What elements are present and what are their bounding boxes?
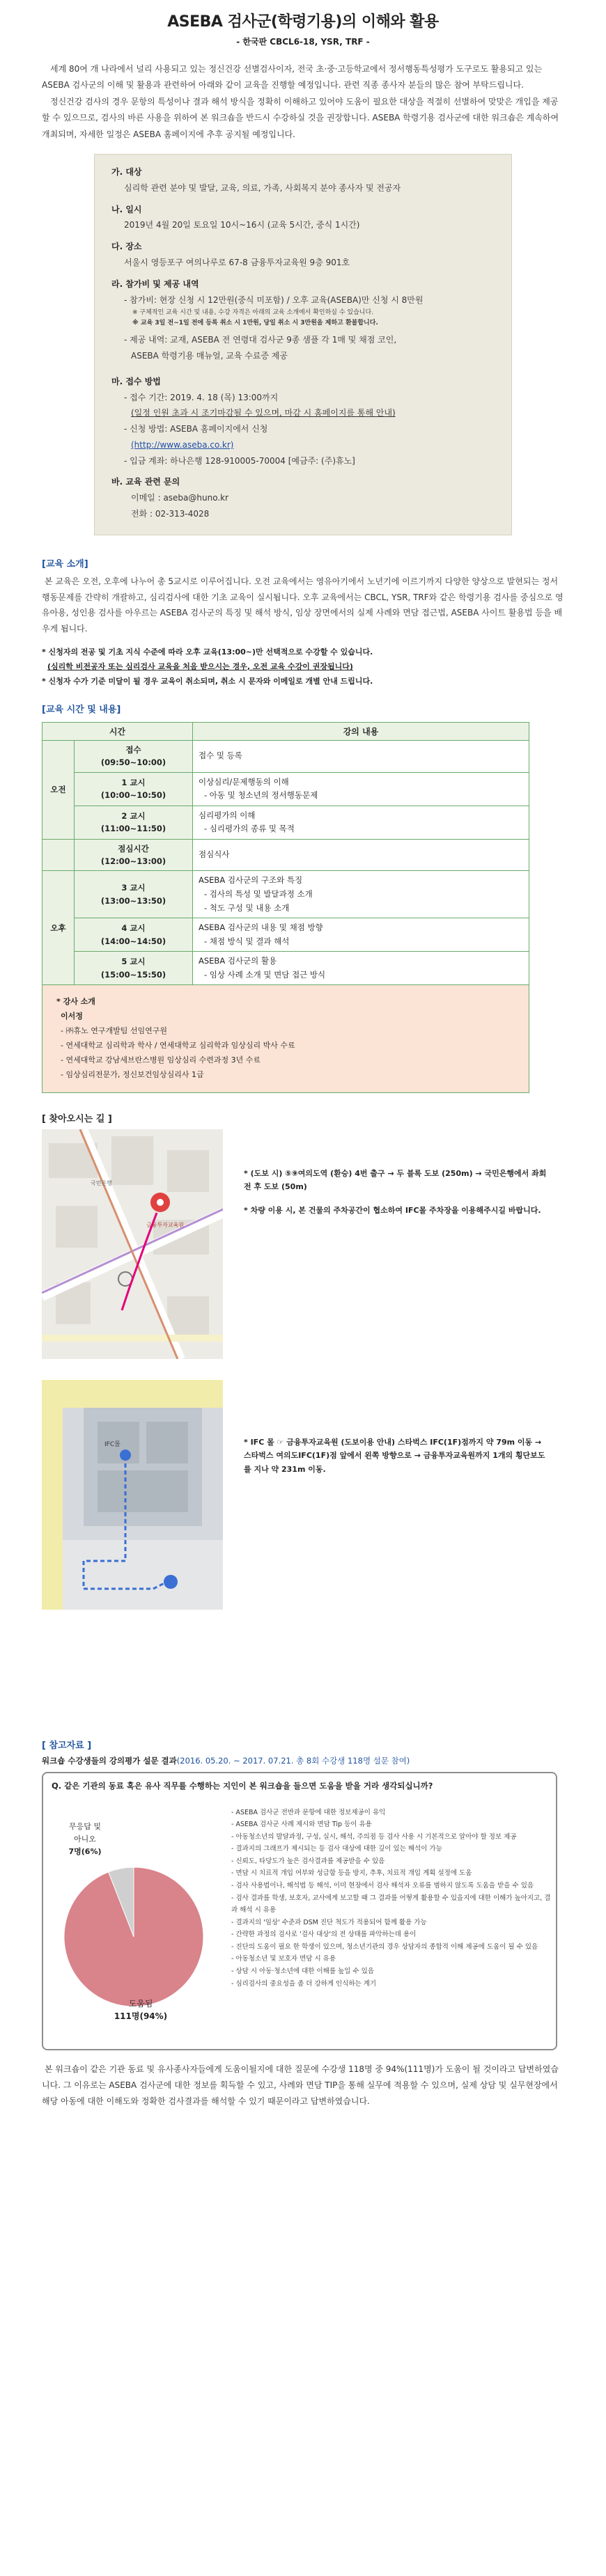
map-ifc-label: IFC몰 [104, 1440, 121, 1448]
schedule-heading: [교육 시간 및 내용] [42, 704, 121, 715]
reason-item: - 결과지의 그래프가 제시되는 등 검사 대상에 대한 깊이 있는 해석이 가능 [231, 1845, 442, 1853]
target-text: 심리학 관련 분야 및 발달, 교육, 의료, 가족, 사회복지 분야 종사자 및 전공자 [124, 182, 401, 193]
reason-item: - 신뢰도, 타당도가 높은 검사결과를 제공받을 수 있음 [231, 1857, 385, 1865]
info-box [94, 154, 512, 535]
lecturer-box [42, 985, 529, 1092]
reasons-list [231, 1807, 552, 1990]
page-title: ASEBA 검사군(학령기용)의 이해와 활용 [167, 13, 439, 31]
edu-note: * 신청자의 전공 및 기초 지식 수준에 따라 오후 교육(13:00~)만 선택적으로 수강할 수 있습니다. [42, 647, 373, 657]
apply-method: - 신청 방법: ASEBA 홈페이지에서 신청 [124, 424, 268, 434]
place-title: 다. 장소 [111, 242, 142, 252]
content-cell: ASEBA 검사군의 활용 - 임상 사례 소개 및 면담 접근 방식 [193, 952, 529, 985]
apply-account: - 입금 계좌: 하나은행 128-910005-70004 [예금주: (주)휴노] [124, 455, 355, 466]
pie-label-yes: 도움됨 [128, 1998, 153, 2009]
reason-item: - 아동청소년 및 보호자 면담 시 유용 [231, 1955, 336, 1963]
lunch-blank [42, 839, 75, 871]
date-text: 2019년 4월 20일 토요일 10시~16시 (교육 5시간, 중식 1시간) [124, 220, 360, 230]
apply-period-note: (일정 인원 초과 시 조기마감될 수 있으며, 마감 시 홈페이지를 통해 안내) [131, 408, 396, 418]
time-cell: 3 교시 (13:00~13:50) [75, 871, 193, 918]
contact-title: 바. 교육 관련 문의 [111, 477, 180, 487]
reason-item: - 면담 시 치료적 개입 여부와 성급함 등을 방지, 추후, 치료적 개입 계획 설정에 도움 [231, 1869, 472, 1878]
fee-note: ※ 구체적인 교육 시간 및 내용, 수강 자격은 아래의 교육 소개에서 확인하실 수 있습니다. [132, 309, 374, 317]
intro [42, 61, 564, 143]
map-bank-label: 국민은행 [91, 1179, 112, 1186]
reason-item: - ASEBA 검사군 사례 제시와 면담 Tip 등이 유용 [231, 1821, 372, 1829]
pie-label-no: 무응답 및 [68, 1821, 102, 1831]
intro-paragraph: 세계 80여 개 나라에서 널리 사용되고 있는 정신건강 선별검사이자, 전국 초·중·고등학교에서 정서행동특성평가 도구로도 활용되고 있는 ASEBA 검사군의 이해 및 활용과 관련하여 아래와 같이 교육을 진행할 예정입니다. 관련 직종 종사자 분들의 많은 참여 부탁드립니다. [42, 64, 543, 91]
content-cell: ASEBA 검사군의 구조와 특징 - 검사의 특성 및 발달과정 소개 - 척도 구성 및 내용 소개 [193, 871, 529, 918]
table-header-row [42, 722, 529, 740]
pie-label-no: 아니오 [74, 1834, 96, 1844]
subway-map[interactable] [42, 1129, 223, 1359]
survey-title: 워크숍 수강생들의 강의평가 설문 결과(2016. 05.20. ~ 2017. 07.21. 총 8회 수강생 118명 설문 참여) [42, 1755, 410, 1766]
fee-text: - 참가비: 현장 신청 시 12만원(중식 미포함) / 오후 교육(ASEBA)만 신청 시 8만원 [124, 294, 424, 305]
time-cell: 1 교시 (10:00~10:50) [75, 772, 193, 806]
table-row [42, 918, 529, 952]
time-cell: 점심시간 (12:00~13:00) [75, 839, 193, 871]
survey-box [42, 1772, 557, 2050]
time-cell: 접수 (09:50~10:00) [75, 740, 193, 772]
content-cell: 접수 및 등록 [193, 740, 529, 772]
lecturer-item: - 연세대학교 심리학과 학사 / 연세대학교 심리학과 임상심리 박사 수료 [61, 1040, 295, 1050]
reason-item: - 심리검사의 중요성을 좀 더 강하게 인식하는 계기 [231, 1979, 377, 1988]
place-text: 서울시 영등포구 여의나루로 67-8 금융투자교육원 9층 901호 [124, 257, 350, 267]
edu-intro-heading: [교육 소개] [42, 558, 88, 570]
schedule-table [42, 722, 529, 986]
provide-text-2: ASEBA 학령기용 매뉴얼, 교육 수료증 제공 [131, 350, 288, 361]
lecturer-item: - ㈜휴노 연구개발팀 선임연구원 [61, 1026, 167, 1036]
apply-url-link[interactable]: (http://www.aseba.co.kr) [131, 439, 234, 450]
content-cell: 이상심리/문제행동의 이해 - 아동 및 청소년의 정서행동문제 [193, 772, 529, 806]
reason-item: - 검사 결과를 학생, 보호자, 교사에게 보고할 때 그 결과를 어떻게 활용할 수 있을지에 대한 이해가 높아지고, 결과 해석 시 유용 [231, 1894, 551, 1915]
time-cell: 4 교시 (14:00~14:50) [75, 918, 193, 952]
document [42, 0, 564, 2110]
reason-item: - 상담 시 아동·청소년에 대한 이해를 높일 수 있음 [231, 1967, 374, 1975]
edu-notes [42, 645, 564, 689]
time-cell: 2 교시 (11:00~11:50) [75, 806, 193, 839]
pie-chart [57, 1801, 210, 2038]
table-row [42, 806, 529, 839]
target-title: 가. 대상 [111, 166, 142, 177]
content-cell: ASEBA 검사군의 내용 및 채점 방향 - 채점 방식 및 결과 해석 [193, 918, 529, 952]
ifc-map[interactable] [42, 1380, 223, 1610]
directions-section [42, 1111, 564, 1738]
col-content-header: 강의 내용 [193, 722, 529, 740]
reason-item: - 진단의 도움이 필요 한 학생이 있으며, 청소년기관의 경우 상담자의 종합적 이해 제공에 도움이 될 수 있음 [231, 1942, 538, 1951]
pie-value-yes: 111명(94%) [114, 2011, 168, 2021]
contact-email[interactable]: 이메일 : aseba@huno.kr [131, 493, 229, 503]
col-time-header: 시간 [42, 722, 193, 740]
table-row [42, 772, 529, 806]
edu-note: (심리학 비전공자 또는 심리검사 교육을 처음 받으시는 경우, 오전 교육 수강이 권장됩니다) [47, 661, 353, 671]
apply-period: - 접수 기간: 2019. 4. 18 (목) 13:00까지 [124, 392, 279, 402]
survey-question: Q. 같은 기관의 동료 혹은 유사 직무를 수행하는 지인이 본 워크숍을 들으면 도움을 받을 거라 생각되십니까? [52, 1780, 433, 1791]
content-cell: 심리평가의 이해 - 심리평가의 종류 및 목적 [193, 806, 529, 839]
date-title: 나. 일시 [111, 204, 142, 214]
lecturer-item: - 임상심리전문가, 정신보건임상심리사 1급 [61, 1069, 204, 1079]
reason-item: - 아동청소년의 발달과정, 구성, 실시, 해석, 주의점 등 검사 사용 시 기본적으로 알아야 할 정보 제공 [231, 1832, 517, 1841]
edu-intro-text: 본 교육은 오전, 오후에 나누어 총 5교시로 이루어집니다. 오전 교육에서는 영유아기에서 노년기에 이르기까지 다양한 양상으로 발현되는 정서행동문제를 간략히 개괄하고, 심리검사에 대한 기초 교육이 실시됩니다. 오후 교육에서는 CBCL, YSR, TRF와 같은 학령기용 검사를 중심으로 영유아용, 성인용 검사를 아우르는 ASEBA 검사군의 특징 및 해석 방식, 임상 장면에서의 실제 사례와 면담 접근법, ASEBA 사이트 활용법 등을 배우게 됩니다. [42, 576, 564, 634]
provide-text: - 제공 내역: 교재, ASEBA 전 연령대 검사군 9종 샘플 각 1매 및 채점 코인, [124, 335, 397, 345]
lecturer-name: 이서정 [61, 1012, 83, 1021]
fee-note: ※ 교육 3일 전~1일 전에 등록 취소 시 1만원, 당일 취소 시 3만원을 제하고 환불합니다. [132, 319, 378, 327]
time-cell: 5 교시 (15:00~15:50) [75, 952, 193, 985]
pm-label: 오후 [42, 871, 75, 985]
table-row [42, 952, 529, 985]
contact-phone: 전화 : 02-313-4028 [131, 509, 210, 519]
table-row [42, 871, 529, 918]
ifc-directions: * IFC 몰 ☞ 금융투자교육원 (도보이용 안내) 스타벅스 IFC(1F)점까지 약 79m 이동 → 스타벅스 여의도IFC(1F)점 앞에서 왼쪽 방향으로 → 금융투자교육원까지 1개의 횡단보도를 지나 약 231m 이동. [244, 1437, 545, 1475]
intro-paragraph: 정신건강 검사의 경우 문항의 특성이나 결과 해석 방식을 정확히 이해하고 있어야 도움이 필요한 대상을 적절히 선별하여 맞맞은 개입을 제공할 수 있으므로, 검사의 바른 사용을 위하여 본 워크숍을 반드시 수강하실 것을 권장합니다. ASEBA 학령기용 검사군에 대한 워크숍은 계속하여 개최되며, 자세한 일정은 ASEBA 홈페이지에 추후 공지될 예정입니다. [42, 96, 559, 139]
fee-title: 라. 참가비 및 제공 내역 [111, 278, 199, 289]
subway-directions: * (도보 시) ⑤⑨여의도역 (환승) 4번 출구 → 두 블록 도보 (250m) → 국민은행에서 좌회전 후 도보 (50m) * 차량 이용 시, 본 건물의 주차공간이 협소하여 IFC몰 주차장을 이용해주시길 바랍니다. [244, 1168, 547, 1216]
pie-slice-yes [64, 1867, 203, 2006]
reason-item: - 검사 사용법이나, 해석법 등 해석, 이미 현장에서 검사 해석자 오류를 범하지 않도록 도움을 받을 수 있음 [231, 1882, 534, 1890]
pie-value-no: 7명(6%) [68, 1846, 102, 1856]
table-row [42, 839, 529, 871]
edu-note: * 신청자 수가 기준 미달이 될 경우 교육이 취소되며, 취소 시 문자와 이메일로 개별 안내 드립니다. [42, 676, 373, 686]
apply-title: 마. 접수 방법 [111, 376, 161, 386]
content-cell: 점심식사 [193, 839, 529, 871]
map-building-label: 금융투자교육원 [146, 1221, 185, 1228]
reason-item: - 간략한 과정의 검사로 '검사 대상'의 전 상태를 파악하는데 용이 [231, 1931, 417, 1939]
lecturer-item: - 연세대학교 강남세브란스병원 임상심리 수련과정 3년 수료 [61, 1055, 261, 1065]
am-label: 오전 [42, 740, 75, 839]
page-subtitle: - 한국판 CBCL6-18, YSR, TRF - [236, 37, 370, 47]
summary-paragraph: 본 워크숍이 같은 기관 동료 및 유사종사자들에게 도움이될지에 대한 질문에 수강생 118명 중 94%(111명)가 도움이 될 것이라고 답변하였습니다. 그 이유로는 ASEBA 검사군에 대한 정보를 획득할 수 있고, 사례와 면담 TIP을 통해 실무에 적용할 수 있으며, 실제 상담 및 실무현장에서 해당 아동에 대한 이해도와 정확한 검사결과를 해석할 수 있기 때문이라고 답변하였습니다. [42, 2064, 559, 2107]
reason-item: - 결과지의 '임상' 수준과 DSM 진단 척도가 적용되어 함께 활용 가능 [231, 1918, 427, 1926]
reason-item: - ASEBA 검사군 전반과 문항에 대한 정보제공이 유익 [231, 1808, 386, 1816]
lecturer-title: * 강사 소개 [56, 997, 95, 1007]
reference-heading: [ 참고자료 ] [42, 1740, 92, 1751]
directions-heading: [ 찾아오시는 길 ] [42, 1113, 112, 1124]
table-row [42, 740, 529, 772]
